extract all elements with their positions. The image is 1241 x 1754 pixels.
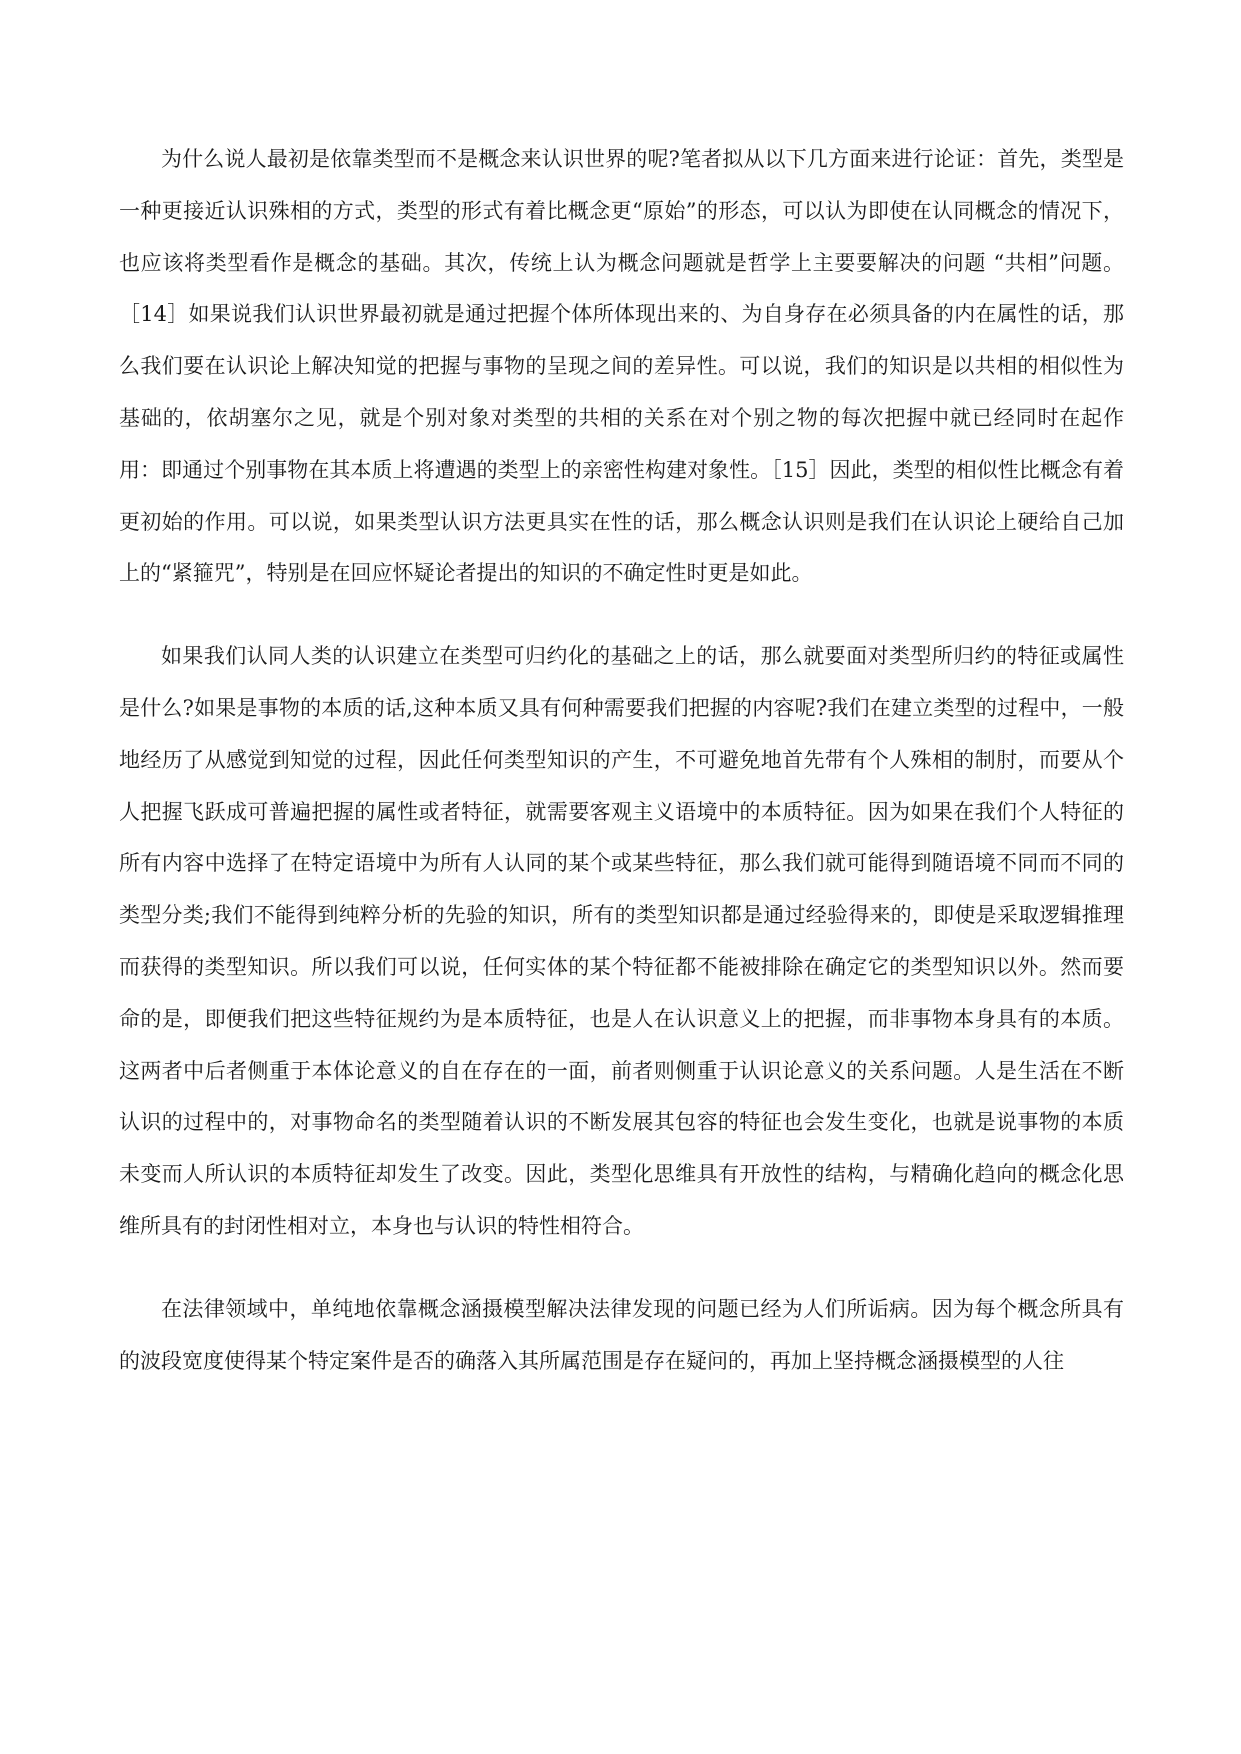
paragraph-1: 为什么说人最初是依靠类型而不是概念来认识世界的呢?笔者拟从以下几方面来进行论证：首先，类型是一种更接近认识殊相的方式，类型的形式有着比概念更“原始”的形态，可以认为即使在认同概念的情况下，也应该将类型看作是概念的基础。其次，传统上认为概念问题就是哲学上主要要解决的问题 “共相”问题。［14］如果说我们认识世界最初就是通过把握个体所体现出来的、为自身存在必须具备的内在属性的话，那么我们要在认识论上解决知觉的把握与事物的呈现之间的差异性。可以说，我们的知识是以共相的相似性为基础的，依胡塞尔之见，就是个别对象对类型的共相的关系在对个别之物的每次把握中就已经同时在起作用：即通过个别事物在其本质上将遭遇的类型上的亲密性构建对象性。［15］因此，类型的相似性比概念有着更初始的作用。可以说，如果类型认识方法更具实在性的话，那么概念认识则是我们在认识论上硬给自己加上的“紧箍咒”，特别是在回应怀疑论者提出的知识的不确定性时更是如此。	[119, 147, 1124, 586]
paragraph-2: 如果我们认同人类的认识建立在类型可归约化的基础之上的话，那么就要面对类型所归约的特征或属性是什么?如果是事物的本质的话,这种本质又具有何种需要我们把握的内容呢?我们在建立类型的过程中，一般地经历了从感觉到知觉的过程，因此任何类型知识的产生，不可避免地首先带有个人殊相的制肘，而要从个人把握飞跃成可普遍把握的属性或者特征，就需要客观主义语境中的本质特征。因为如果在我们个人特征的所有内容中选择了在特定语境中为所有人认同的某个或某些特征，那么我们就可能得到随语境不同而不同的类型分类;我们不能得到纯粹分析的先验的知识，所有的类型知识都是通过经验得来的，即使是采取逻辑推理而获得的类型知识。所以我们可以说，任何实体的某个特征都不能被排除在确定它的类型知识以外。然而要命的是，即便我们把这些特征规约为是本质特征，也是人在认识意义上的把握，而非事物本身具有的本质。这两者中后者侧重于本体论意义的自在存在的一面，前者则侧重于认识论意义的关系问题。人是生活在不断认识的过程中的，对事物命名的类型随着认识的不断发展其包容的特征也会发生变化，也就是说事物的本质未变而人所认识的本质特征却发生了改变。因此，类型化思维具有开放性的结构，与精确化趋向的概念化思维所具有的封闭性相对立，本身也与认识的特性相符合。	[119, 644, 1124, 1238]
paragraph-3: 在法律领域中，单纯地依靠概念涵摄模型解决法律发现的问题已经为人们所诟病。因为每个概念所具有的波段宽度使得某个特定案件是否的确落入其所属范围是存在疑问的，再加上坚持概念涵摄模型的人往	[119, 1296, 1124, 1373]
document-body	[119, 134, 1124, 1387]
